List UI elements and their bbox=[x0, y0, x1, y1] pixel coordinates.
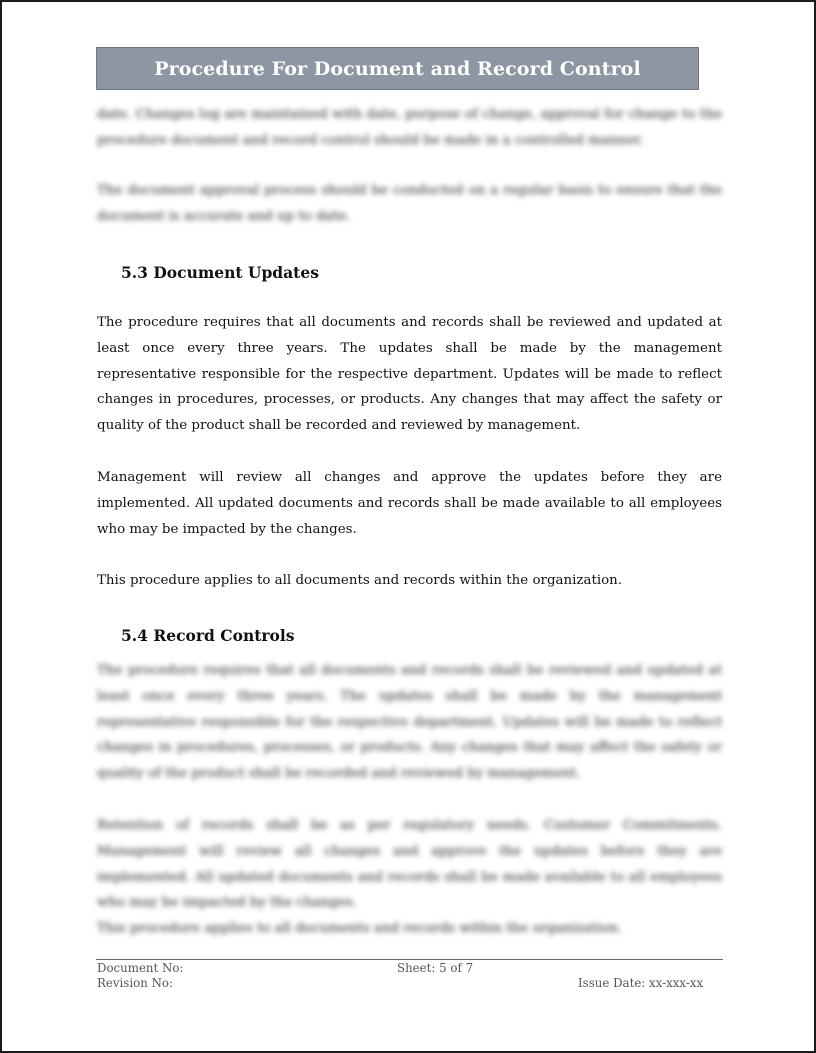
blurred-paragraph: This procedure applies to all documents and records within the organization. bbox=[97, 921, 623, 936]
blurred-paragraph: The procedure requires that all documents and records shall be reviewed and updated at least once every three years. The updates shall be made by the management representative responsible for the respective department. Updates will be made to reflect changes in procedures, processes, or products. Any changes that may affect the safety or quality of the product shall be recorded and reviewed by management. bbox=[97, 663, 722, 782]
footer-document-no: Document No: bbox=[97, 961, 184, 975]
footer-sheet-number: Sheet: 5 of 7 bbox=[397, 961, 474, 975]
body-paragraph: This procedure applies to all documents and records within the organization. bbox=[97, 573, 623, 588]
document-title-banner bbox=[96, 47, 699, 90]
body-paragraph: The procedure requires that all documents and records shall be reviewed and updated at least once every three years. The updates shall be made by the management representative responsible for the respective department. Updates will be made to reflect changes in procedures, processes, or products. Any changes that may affect the safety or quality of the product shall be recorded and reviewed by management. bbox=[97, 315, 722, 434]
section-heading-record-controls: 5.4 Record Controls bbox=[121, 626, 295, 645]
section-heading-document-updates: 5.3 Document Updates bbox=[121, 263, 319, 282]
body-paragraph: Management will review all changes and approve the updates before they are implemented. All updated documents and records shall be made available to all employees who may be impacted by the changes. bbox=[97, 470, 722, 537]
blurred-paragraph: date. Changes log are maintained with date, purpose of change, approval for change to the procedure document and record control should be made in a controlled manner. bbox=[97, 107, 722, 148]
document-title: Procedure For Document and Record Control bbox=[154, 57, 641, 80]
footer-divider bbox=[96, 959, 723, 960]
blurred-paragraph: The document approval process should be conducted on a regular basis to ensure that the document is accurate and up to date. bbox=[97, 183, 722, 224]
footer-issue-date: Issue Date: xx-xxx-xx bbox=[578, 976, 704, 990]
blurred-paragraph: Retention of records shall be as per regulatory needs. Customer Commitments. Management will review all changes and approve the updates before they are implemented. All updated documents and records shall be made available to all employees who may be impacted by the changes. bbox=[97, 818, 722, 911]
footer-revision-no: Revision No: bbox=[97, 976, 173, 990]
